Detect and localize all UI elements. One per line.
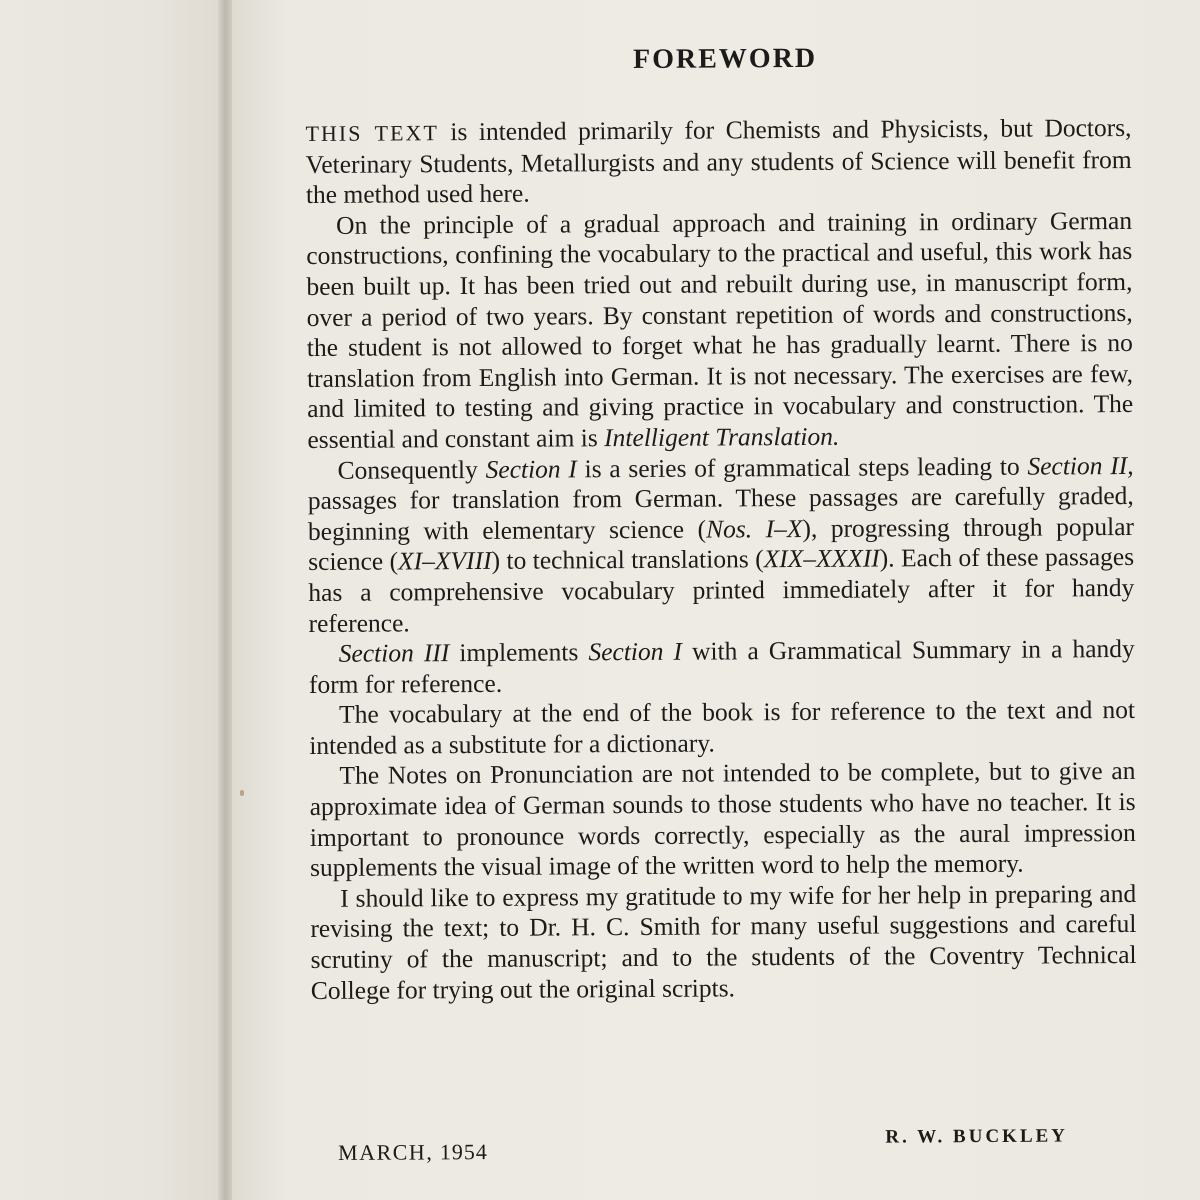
paragraph-text: is intended primarily for Chemists and Physicists, but Doctors, Veterinary Students, Metallurgists and any students of Science will benefit from the method used here.: [305, 112, 1132, 210]
foreword-footer: [338, 1125, 1069, 1178]
paragraph-text: ), progressing through popular science (: [308, 511, 1135, 577]
emphasis-text: Section I: [485, 453, 577, 484]
date-year: 1954: [439, 1139, 488, 1165]
emphasis-text: Nos. I–X: [705, 513, 803, 544]
emphasis-text: XIX–XXXII: [763, 543, 880, 574]
paragraph-section-three: [309, 634, 1135, 700]
paragraph-acknowledgements: [310, 879, 1137, 1006]
emphasis-text: XI–XVIII: [398, 546, 492, 576]
paragraph-sections: [308, 450, 1135, 639]
date-line: [338, 1139, 488, 1166]
foreword-content: [305, 41, 1137, 1006]
author-signature: R. W. BUCKLEY: [885, 1125, 1069, 1148]
paragraph-text: ). Each of these passages has a comprehensive vocabulary printed immediately after it for handy reference.: [308, 542, 1135, 638]
paragraph-text: with a Grammatical Summary in a handy form for reference.: [308, 634, 1135, 699]
paper-speck: [240, 790, 244, 796]
emphasis-text: Intelligent Translation.: [604, 421, 840, 453]
date-month: MARCH,: [338, 1139, 434, 1165]
paragraph-text: is a series of grammatical steps leading to: [576, 451, 1028, 483]
lead-in-caps: THIS TEXT: [305, 120, 439, 146]
paragraph-text: ) to technical translations (: [491, 544, 764, 576]
left-page: [0, 0, 222, 1200]
emphasis-text: Section I: [588, 636, 683, 667]
paragraph-text: On the principle of a gradual approach and training in ordinary German constructions, confining the vocabulary to the practical and useful, this work has been built up. It has been tried out and rebuilt during use, in manuscript form, over a period of two years. By constant repetition of words and constructions, the student is not allowed to forget what he has gradually learnt. There is no translation from English into German. It is not necessary. The exercises are few, and limited to testing and giving practice in vocabulary and construction. The essential and constant aim is: [306, 205, 1134, 454]
paragraph-text: implements: [449, 637, 589, 668]
paragraph-text: passages for translation from German. These passages are carefully graded, beginning with elementary science (: [307, 481, 1134, 546]
paragraph-text: The vocabulary at the end of the book is for reference to the text and not intended as a substitute for a dictionary.: [309, 695, 1136, 760]
paragraph-text: The Notes on Pronunciation are not intended to be complete, but to give an approximate idea of German sounds to those students who have no teacher. It is important to pronounce words correctly, especially as the aural impression supplements the visual image of the written word to help the memory.: [309, 756, 1136, 883]
paragraph-method: [306, 206, 1133, 456]
paragraph-text: Consequently: [337, 454, 486, 485]
paragraph-vocabulary: [309, 695, 1135, 761]
paragraph-pronunciation: [309, 756, 1136, 883]
emphasis-text: Section III: [338, 638, 450, 668]
paragraph-intro: [305, 113, 1132, 211]
paragraph-text: I should like to express my gratitude to my wife for her help in preparing and revising the text; to Dr. H. C. Smith for many useful suggestions and careful scrutiny of the manuscript; and to the students of the Coventry Technical College for trying out the original scripts.: [310, 878, 1137, 1005]
page-title: FOREWORD: [632, 42, 818, 75]
emphasis-text: Section II,: [1027, 450, 1134, 481]
